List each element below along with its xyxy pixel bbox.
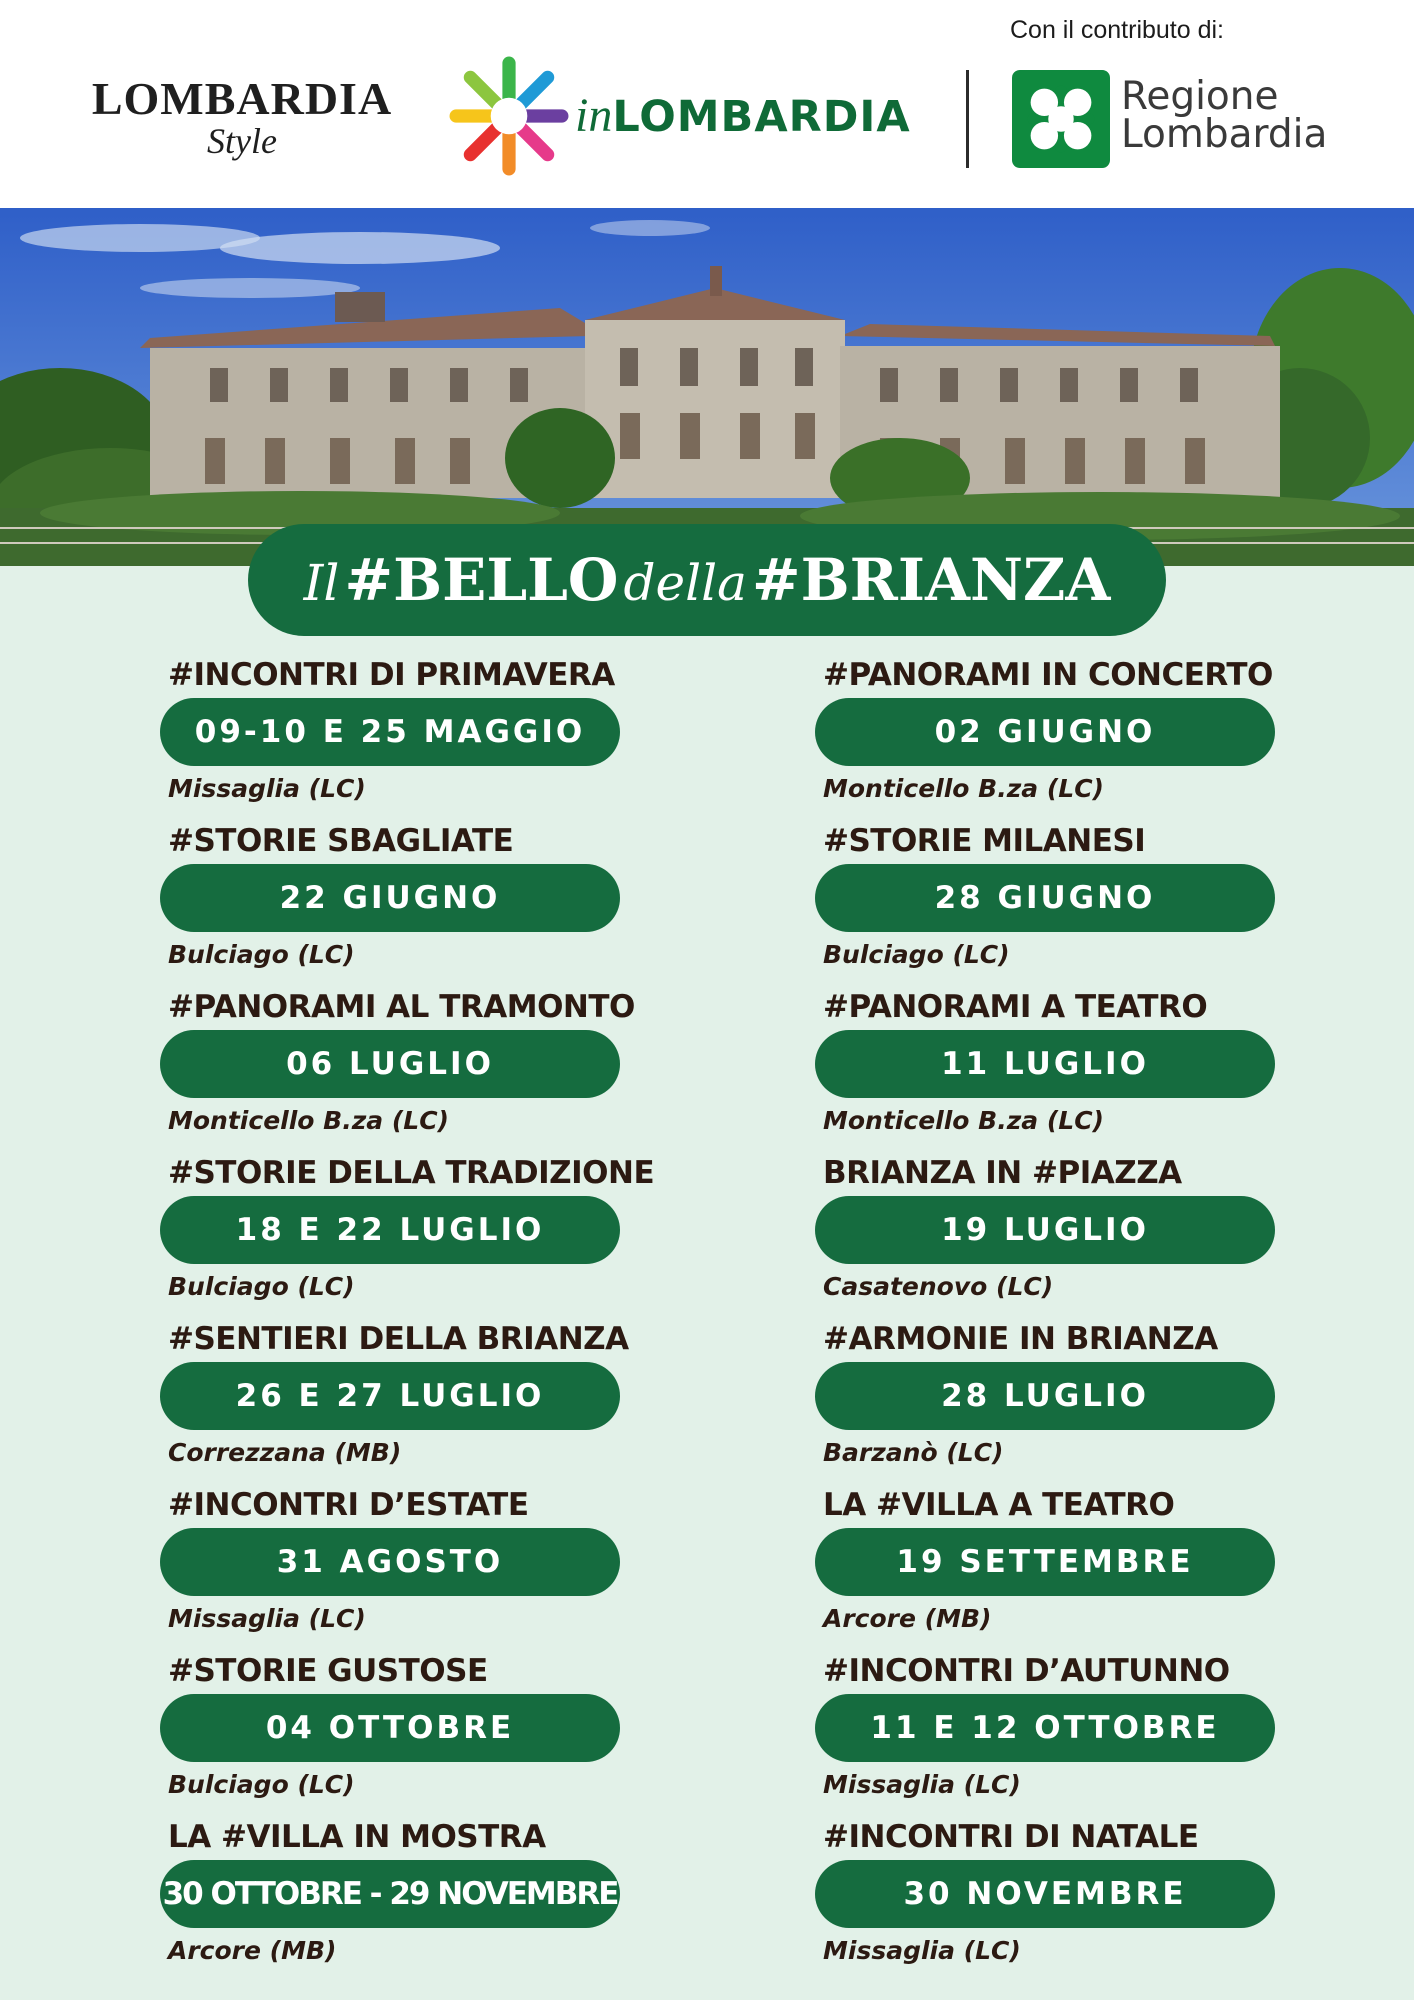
event-item — [160, 1154, 655, 1320]
event-item — [815, 1818, 1285, 1984]
regione-line2: Lombardia — [1121, 112, 1328, 157]
event-title: #INCONTRI DI PRIMAVERA — [168, 657, 615, 693]
lombardia-style-main: LOMBARDIA — [91, 73, 393, 124]
event-date-pill: 19 LUGLIO — [815, 1196, 1275, 1264]
inlombardia-star-icon — [448, 55, 570, 177]
event-place: Correzzana (MB) — [168, 1438, 402, 1467]
event-date-pill: 30 OTTOBRE - 29 NOVEMBRE — [160, 1860, 620, 1928]
event-item — [815, 988, 1285, 1154]
regione-lombardia-text — [1121, 74, 1328, 157]
header-divider — [966, 70, 969, 168]
event-place: Missaglia (LC) — [168, 1604, 366, 1633]
event-place: Monticello B.za (LC) — [168, 1106, 449, 1135]
event-place: Bulciago (LC) — [168, 1272, 355, 1301]
event-place: Missaglia (LC) — [168, 774, 366, 803]
event-title: #PANORAMI AL TRAMONTO — [168, 989, 635, 1025]
villa-photo — [0, 208, 1414, 566]
event-title: #ARMONIE IN BRIANZA — [823, 1321, 1218, 1357]
event-item — [815, 1486, 1285, 1652]
event-place: Missaglia (LC) — [823, 1936, 1021, 1965]
event-place: Monticello B.za (LC) — [823, 1106, 1104, 1135]
title-banner — [248, 524, 1166, 636]
event-item — [160, 1818, 630, 1984]
event-item — [815, 822, 1285, 988]
event-item — [160, 656, 630, 822]
event-item — [815, 1652, 1285, 1818]
event-date-pill: 06 LUGLIO — [160, 1030, 620, 1098]
regione-line1: Regione — [1121, 74, 1279, 119]
event-date-pill: 26 E 27 LUGLIO — [160, 1362, 620, 1430]
event-place: Casatenovo (LC) — [823, 1272, 1054, 1301]
event-place: Missaglia (LC) — [823, 1770, 1021, 1799]
event-date-pill: 09-10 E 25 MAGGIO — [160, 698, 620, 766]
event-item — [815, 1154, 1285, 1320]
title-word-della: della — [623, 554, 747, 612]
event-item — [160, 988, 635, 1154]
event-item — [815, 1320, 1285, 1486]
event-title: #PANORAMI IN CONCERTO — [823, 657, 1273, 693]
event-title: #STORIE DELLA TRADIZIONE — [168, 1155, 655, 1191]
title-word-brianza: #BRIANZA — [752, 546, 1111, 614]
regione-lombardia-cross-icon — [1012, 70, 1110, 168]
event-title: #SENTIERI DELLA BRIANZA — [168, 1321, 629, 1357]
event-title: #STORIE SBAGLIATE — [168, 823, 514, 859]
event-place: Bulciago (LC) — [823, 940, 1010, 969]
event-place: Bulciago (LC) — [168, 940, 355, 969]
event-place: Arcore (MB) — [823, 1604, 992, 1633]
event-title: LA #VILLA IN MOSTRA — [168, 1819, 546, 1855]
event-title: #INCONTRI DI NATALE — [823, 1819, 1199, 1855]
event-title: #STORIE GUSTOSE — [168, 1653, 488, 1689]
event-date-pill: 02 GIUGNO — [815, 698, 1275, 766]
events-right-column — [815, 656, 1285, 1984]
lombardia-style-sub: Style — [207, 121, 277, 161]
event-place: Monticello B.za (LC) — [823, 774, 1104, 803]
event-item — [160, 1652, 630, 1818]
event-item — [160, 1486, 630, 1652]
event-date-pill: 30 NOVEMBRE — [815, 1860, 1275, 1928]
event-place: Bulciago (LC) — [168, 1770, 355, 1799]
event-date-pill: 11 LUGLIO — [815, 1030, 1275, 1098]
event-title: BRIANZA IN #PIAZZA — [823, 1155, 1182, 1191]
event-title: #INCONTRI D’AUTUNNO — [823, 1653, 1230, 1689]
events-left-column — [160, 656, 655, 1984]
event-item — [160, 822, 630, 988]
inlombardia-prefix: in — [575, 89, 613, 142]
event-date-pill: 28 GIUGNO — [815, 864, 1275, 932]
event-date-pill: 31 AGOSTO — [160, 1528, 620, 1596]
event-item — [815, 656, 1285, 822]
event-date-pill: 11 E 12 OTTOBRE — [815, 1694, 1275, 1762]
event-title: #PANORAMI A TEATRO — [823, 989, 1208, 1025]
event-place: Barzanò (LC) — [823, 1438, 1004, 1467]
event-date-pill: 18 E 22 LUGLIO — [160, 1196, 620, 1264]
event-place: Arcore (MB) — [168, 1936, 337, 1965]
event-date-pill: 04 OTTOBRE — [160, 1694, 620, 1762]
event-date-pill: 22 GIUGNO — [160, 864, 620, 932]
event-title: LA #VILLA A TEATRO — [823, 1487, 1175, 1523]
title-word-il: Il — [303, 554, 340, 612]
inlombardia-name: LOMBARDIA — [612, 92, 911, 142]
lombardia-style-logo — [84, 73, 400, 161]
inlombardia-logo-text — [575, 88, 911, 143]
event-item — [160, 1320, 630, 1486]
event-title: #INCONTRI D’ESTATE — [168, 1487, 529, 1523]
contribution-label: Con il contributo di: — [1010, 16, 1225, 44]
title-word-bello: #BELLO — [344, 546, 619, 614]
event-date-pill: 28 LUGLIO — [815, 1362, 1275, 1430]
header — [0, 0, 1414, 208]
event-date-pill: 19 SETTEMBRE — [815, 1528, 1275, 1596]
event-title: #STORIE MILANESI — [823, 823, 1146, 859]
